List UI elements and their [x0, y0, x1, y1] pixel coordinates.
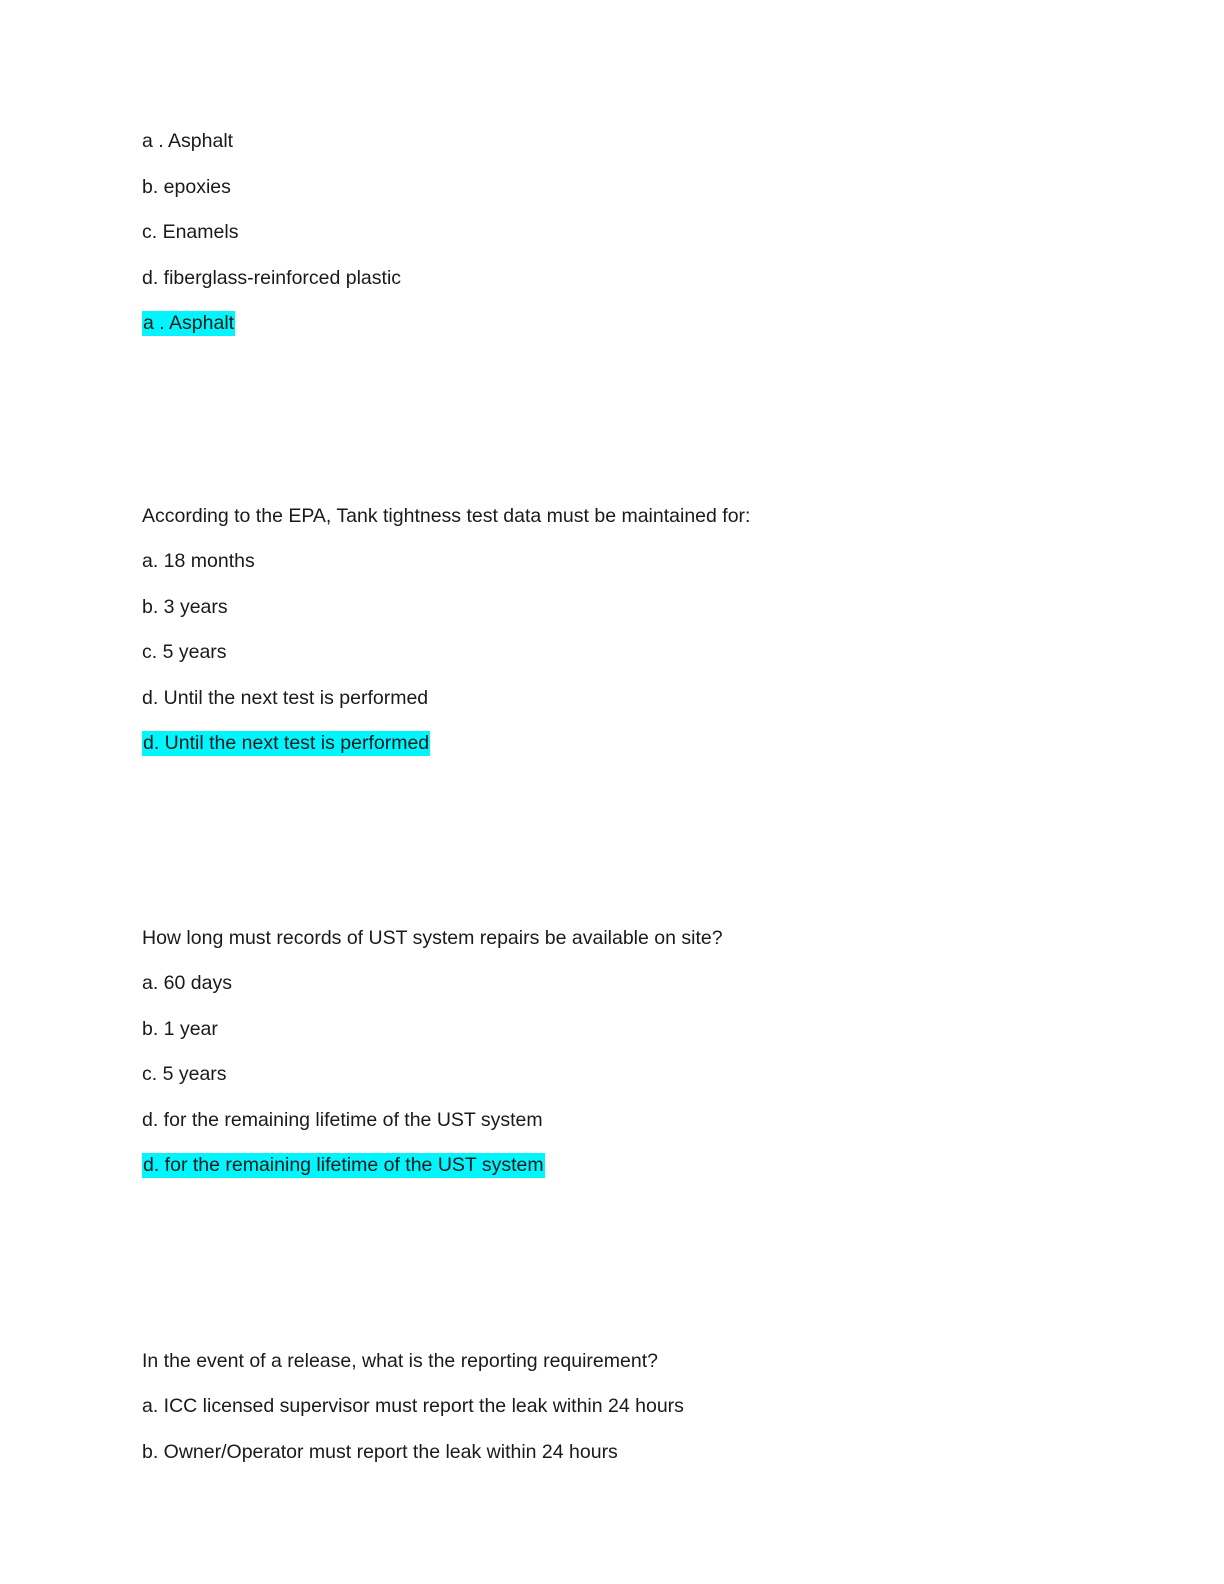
option-line: b. epoxies: [142, 175, 231, 198]
option-line: b. 1 year: [142, 1017, 218, 1040]
option-line: b. Owner/Operator must report the leak within 24 hours: [142, 1440, 618, 1463]
answer-highlight: a . Asphalt: [143, 312, 235, 334]
answer-line: [142, 1156, 1082, 1176]
option-line: a. 60 days: [142, 972, 232, 994]
option-line: d. fiberglass-reinforced plastic: [142, 266, 402, 289]
option-line: a. ICC licensed supervisor must report the leak within 24 hours: [142, 1395, 684, 1417]
question-line: In the event of a release, what is the reporting requirement?: [142, 1349, 658, 1372]
answer-line: [142, 314, 1082, 334]
option-line: a . Asphalt: [142, 130, 234, 152]
answer-line: [142, 734, 1082, 754]
qa-block: [142, 1349, 1082, 1463]
qa-block: [142, 504, 1082, 754]
block-spacer: [142, 754, 1082, 929]
option-line: b. 3 years: [142, 595, 228, 618]
qa-block: [142, 132, 1082, 334]
option-line: c. 5 years: [142, 641, 227, 663]
option-line: a. 18 months: [142, 550, 255, 572]
option-line: c. Enamels: [142, 221, 239, 243]
option-line: d. Until the next test is performed: [142, 686, 429, 709]
question-line: How long must records of UST system repairs be available on site?: [142, 926, 723, 949]
qa-block: [142, 926, 1082, 1176]
option-line: d. for the remaining lifetime of the UST system: [142, 1108, 543, 1131]
block-spacer: [142, 334, 1082, 507]
option-line: c. 5 years: [142, 1063, 227, 1085]
question-line: According to the EPA, Tank tightness test data must be maintained for:: [142, 504, 751, 527]
document-body: [142, 132, 1082, 1488]
answer-highlight: d. Until the next test is performed: [143, 732, 430, 754]
answer-highlight: d. for the remaining lifetime of the UST system: [143, 1154, 544, 1176]
block-spacer: [142, 1176, 1082, 1352]
